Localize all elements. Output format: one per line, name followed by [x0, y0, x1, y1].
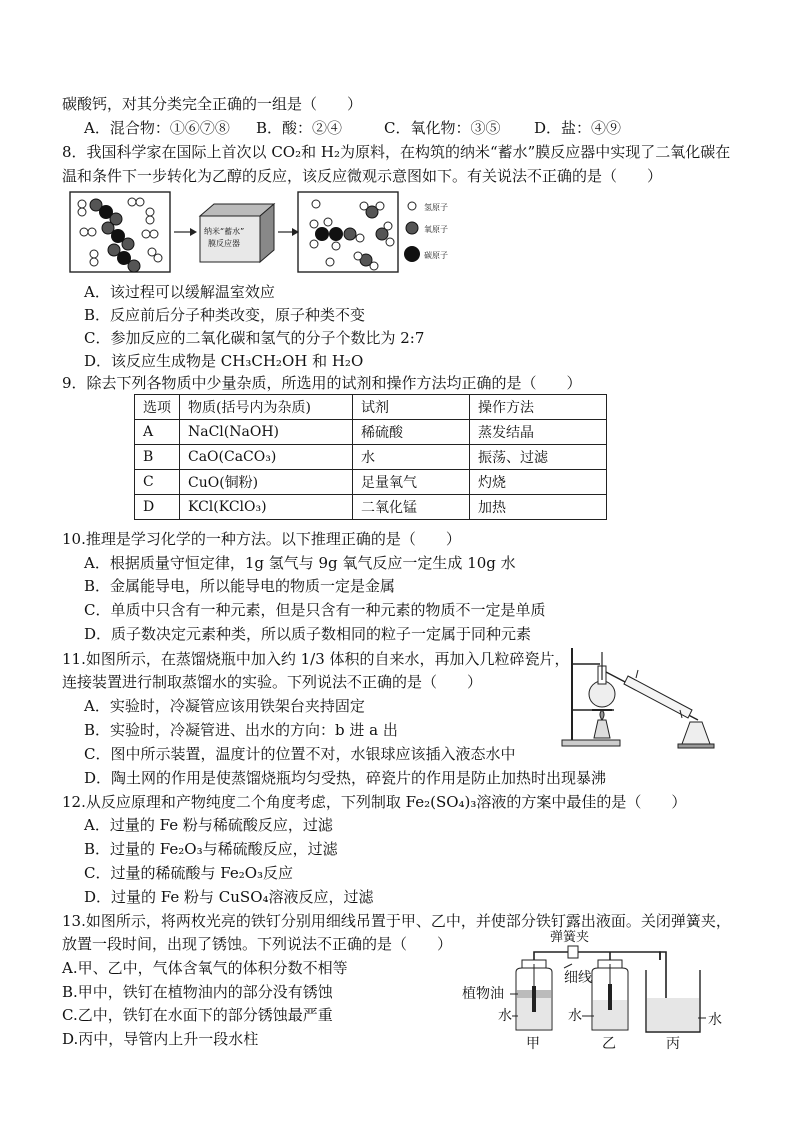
q12-stem: 12.从反应原理和产物纯度二个角度考虑，下列制取 Fe₂(SO₄)₃溶液的方案中最佳的是（ ）: [62, 793, 687, 811]
cell-option: D: [135, 495, 180, 520]
cell-reagent: 稀硫酸: [353, 420, 470, 445]
q7-option-a: A．混合物：①⑥⑦⑧: [84, 119, 230, 137]
q12-option-a: A．过量的 Fe 粉与稀硫酸反应，过滤: [84, 816, 333, 834]
q11-option-b: B．实验时，冷凝管进、出水的方向：b 进 a 出: [84, 721, 398, 739]
q9-stem: 9．除去下列各物质中少量杂质，所选用的试剂和操作方法均正确的是（ ）: [62, 374, 582, 392]
oxygen-atom-icon: [406, 222, 418, 234]
atom-legend: [404, 202, 448, 262]
cell-substance: CuO(铜粉): [180, 470, 353, 495]
legend-carbon: 碳原子: [424, 251, 448, 260]
label-spring-clip: 弹簧夹: [550, 930, 590, 945]
q8-option-c: C．参加反应的二氧化碳和氢气的分子个数比为 2:7: [84, 329, 425, 347]
q8-stem-line1: 8．我国科学家在国际上首次以 CO₂和 H₂为原料，在构筑的纳米“蓄水”膜反应器中实现了二氧化碳在: [62, 143, 731, 161]
q13-option-c: C.乙中，铁钉在水面下的部分锈蚀最严重: [62, 1006, 333, 1024]
membrane-reactor: [200, 204, 274, 262]
header-method: 操作方法: [470, 395, 607, 420]
q10-option-b: B．金属能导电，所以能导电的物质一定是金属: [84, 577, 396, 595]
q7-stem-tail: 碳酸钙，对其分类完全正确的一组是（ ）: [62, 95, 363, 113]
label-water-jia: 水: [498, 1008, 512, 1024]
distillation-apparatus-figure: [558, 640, 718, 752]
table-row: [135, 420, 607, 445]
cell-option: A: [135, 420, 180, 445]
q7-option-c: C．氧化物：③⑤: [384, 119, 501, 137]
reactor-label-1: 纳米“蓄水”: [204, 227, 245, 236]
q10-option-d: D．质子数决定元素种类，所以质子数相同的粒子一定属于同种元素: [84, 625, 532, 643]
label-water-yi: 水: [568, 1008, 582, 1024]
q11-option-d: D．陶土网的作用是使蒸馏烧瓶均匀受热，碎瓷片的作用是防止加热时出现暴沸: [84, 769, 607, 787]
cell-substance: KCl(KClO₃): [180, 495, 353, 520]
q13-option-b: B.甲中，铁钉在植物油内的部分没有锈蚀: [62, 983, 333, 1001]
spring-clip-icon: [568, 946, 578, 958]
q12-option-c: C．过量的稀硫酸与 Fe₂O₃反应: [84, 864, 294, 882]
label-jia: 甲: [526, 1036, 540, 1050]
cell-method: 蒸发结晶: [470, 420, 607, 445]
q10-option-c: C．单质中只含有一种元素，但是只含有一种元素的物质不一定是单质: [84, 601, 546, 619]
label-yi: 乙: [602, 1036, 616, 1050]
cell-method: 灼烧: [470, 470, 607, 495]
table-row: [135, 445, 607, 470]
q8-option-d: D．该反应生成物是 CH₃CH₂OH 和 H₂O: [84, 352, 364, 370]
rusting-experiment-figure: [460, 926, 730, 1050]
carbon-atom-icon: [404, 246, 420, 262]
cell-method: 加热: [470, 495, 607, 520]
q10-option-a: A．根据质量守恒定律，1g 氢气与 9g 氧气反应一定生成 10g 水: [84, 554, 516, 572]
hydrogen-atom-icon: [408, 202, 416, 210]
header-option: 选项: [135, 395, 180, 420]
label-water-bing: 水: [708, 1012, 722, 1028]
ethanol-molecule: [310, 218, 364, 250]
label-thread: 细线: [564, 970, 592, 986]
label-bing: 丙: [666, 1036, 680, 1050]
header-reagent: 试剂: [353, 395, 470, 420]
q11-option-a: A．实验时，冷凝管应该用铁架台夹持固定: [84, 697, 365, 715]
legend-hydrogen: 氢原子: [424, 203, 448, 212]
table-row: [135, 495, 607, 520]
cell-substance: CaO(CaCO₃): [180, 445, 353, 470]
q9-table: [134, 394, 607, 520]
q13-option-a: A.甲、乙中，气体含氧气的体积分数不相等: [62, 959, 348, 977]
reactor-label-2: 膜反应器: [208, 239, 240, 248]
q12-option-b: B．过量的 Fe₂O₃与稀硫酸反应，过滤: [84, 840, 338, 858]
co2-molecule: [90, 199, 122, 225]
cell-option: B: [135, 445, 180, 470]
q13-stem-line2: 放置一段时间，出现了锈蚀。下列说法不正确的是（ ）: [62, 935, 453, 953]
cell-option: C: [135, 470, 180, 495]
table-row: [135, 470, 607, 495]
legend-oxygen: 氧原子: [424, 225, 448, 234]
q8-stem-line2: 温和条件下一步转化为乙醇的反应，该反应微观示意图如下。有关说法不正确的是（ ）: [62, 167, 663, 185]
q11-stem-line2: 连接装置进行制取蒸馏水的实验。下列说法不正确的是（ ）: [62, 673, 483, 691]
q10-stem: 10.推理是学习化学的一种方法。以下推理正确的是（ ）: [62, 530, 461, 548]
q11-stem-line1: 11.如图所示，在蒸馏烧瓶中加入约 1/3 体积的自来水，再加入几粒碎瓷片，: [62, 650, 570, 668]
cell-reagent: 足量氧气: [353, 470, 470, 495]
q13-stem-line1: 13.如图所示，将两枚光亮的铁钉分别用细线吊置于甲、乙中，并使部分铁钉露出液面。关闭弹簧夹，: [62, 912, 731, 930]
table-header-row: [135, 395, 607, 420]
q8-option-a: A．该过程可以缓解温室效应: [84, 283, 275, 301]
q8-option-b: B．反应前后分子种类改变，原子种类不变: [84, 306, 366, 324]
q8-micro-diagram: [66, 190, 486, 276]
cell-reagent: 二氧化锰: [353, 495, 470, 520]
q13-option-d: D.丙中，导管内上升一段水柱: [62, 1030, 259, 1048]
cell-substance: NaCl(NaOH): [180, 420, 353, 445]
label-vegetable-oil: 植物油: [462, 986, 504, 1002]
cell-reagent: 水: [353, 445, 470, 470]
header-substance: 物质(括号内为杂质): [180, 395, 353, 420]
q7-option-b: B．酸：②④: [256, 119, 343, 137]
q11-option-c: C．图中所示装置，温度计的位置不对，水银球应该插入液态水中: [84, 745, 516, 763]
q7-option-d: D．盐：④⑨: [534, 119, 622, 137]
q12-option-d: D．过量的 Fe 粉与 CuSO₄溶液反应，过滤: [84, 888, 374, 906]
cell-method: 振荡、过滤: [470, 445, 607, 470]
